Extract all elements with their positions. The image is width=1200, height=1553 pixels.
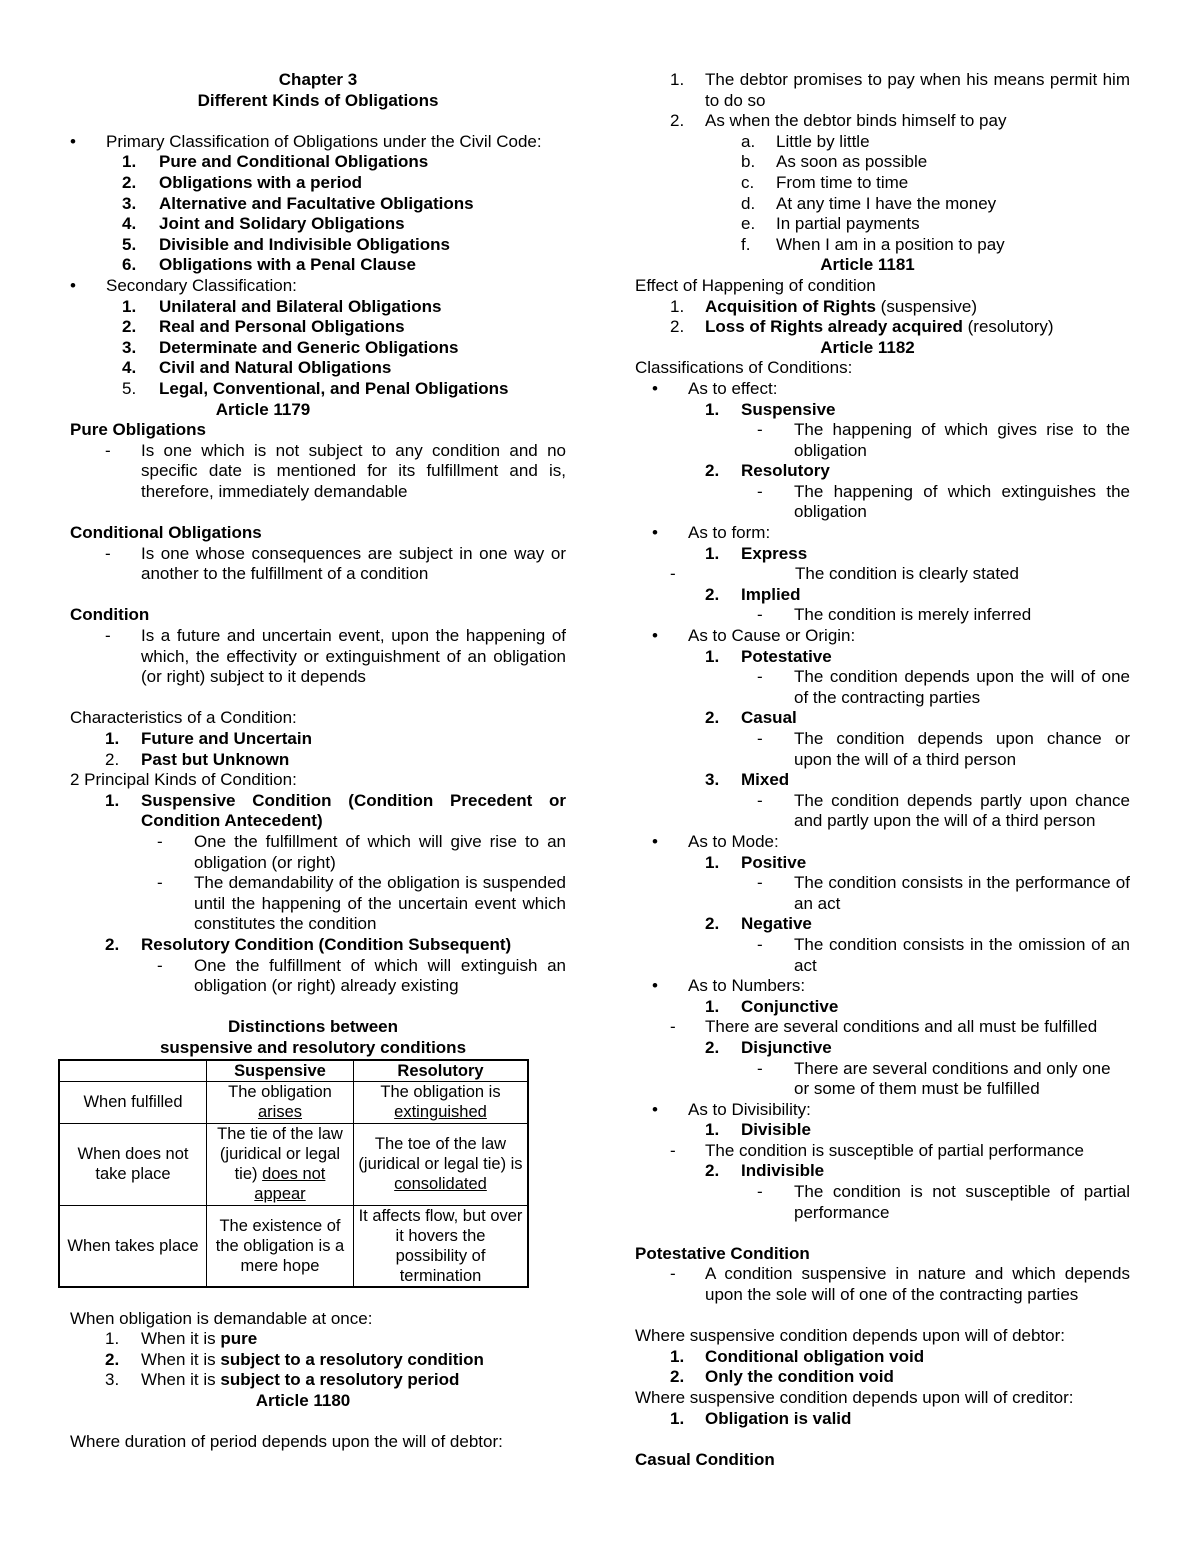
debtor-will-label: Where suspensive condition depends upon will of debtor:: [635, 1326, 1065, 1346]
classifications-label: Classifications of Conditions:: [635, 358, 853, 378]
table-cell: When takes place: [59, 1205, 207, 1287]
list-item: Unilateral and Bilateral Obligations: [159, 296, 442, 316]
table-cell: When does not take place: [59, 1123, 207, 1205]
effect-label: Effect of Happening of condition: [635, 275, 876, 295]
table-cell: When fulfilled: [59, 1081, 207, 1123]
resolutory-condition-kind: Resolutory Condition (Condition Subsequent): [141, 934, 512, 954]
condition-heading: Condition: [70, 605, 150, 625]
bullet-icon: [652, 523, 688, 544]
table-cell: It affects flow, but over it hovers the possibility of termination: [354, 1205, 529, 1287]
bullet-icon: [652, 832, 688, 853]
bullet-icon: [652, 1100, 688, 1121]
characteristics-label: Characteristics of a Condition:: [70, 708, 297, 728]
article-1179-heading: Article 1179: [215, 399, 311, 419]
right-column: 1. The debtor promises to pay when his means permit him to do so 2. As when the debtor binds himself to pay a. Little by little b. As soon as possible c. From time to time d. At any time I have the money e. In partial payments f. When I am in a position to pay Article 1181 Effect of Happening of condition 1. Acquisition of Rights (suspensive) 2. Loss of Rights already acquired (resolutory) Article 1182 Classifications of Conditions: • As to effect: 1. Suspensive - The happening of which gives rise to the obligation 2. Resolutory - The happening of which extinguishes the obligation • As to form: 1. Express - The condition is clearly stated 2. Implied - The condition is merely inferred • As to Cause or Origin: 1. Potestative - The condition depends upon the will of one of the contracting parties 2. Casual - The condition depends upon chance or upon the will of a third person 3. Mixed - The condition depends partly upon chance and partly upon the will of a third person • As to Mode: 1. Positive - The condition consists in the performance of an act 2. Negative - The condition consists in the omission of an act • As to Numbers: 1. Conjunctive - There are several conditions and all must be fulfilled 2. Disjunctive - There are several conditions and only one or some of them must be fulfilled • As to Divisibility: 1. Divisible - The condition is susceptible of partial performance 2. Indivisible - The condition is not susceptible of partial performance Potestative Condition - A condition suspensive in nature and which depends upon the sole will of one of the contracting parties Where suspensive condition depends upon will of debtor: 1. Conditional obligation void 2. Only the condition void Where suspensive condition depends upon will of creditor: 1. Obligation is valid Casual Condition: [635, 70, 1130, 1470]
table-cell: The obligation is extinguished: [354, 1081, 529, 1123]
potestative-definition: A condition suspensive in nature and which depends upon the sole will of one of the contracting parties: [705, 1264, 1130, 1305]
list-item: Real and Personal Obligations: [159, 317, 405, 337]
casual-condition-heading: Casual Condition: [635, 1449, 775, 1469]
table-header: Resolutory: [354, 1060, 529, 1082]
list-item: From time to time: [776, 172, 909, 192]
list-item: Future and Uncertain: [141, 729, 312, 748]
table-subtitle: suspensive and resolutory conditions: [159, 1037, 467, 1057]
article-1181-heading: Article 1181: [820, 255, 915, 275]
list-item: Acquisition of Rights (suspensive): [705, 296, 978, 316]
list-item: When it is pure: [141, 1329, 258, 1349]
potestative-heading: Potestative Condition: [635, 1243, 810, 1263]
bullet-icon: [652, 379, 688, 400]
list-item: Determinate and Generic Obligations: [159, 337, 459, 357]
chapter-title: Different Kinds of Obligations: [197, 90, 439, 110]
table-cell: The obligation arises: [207, 1081, 354, 1123]
list-item: When it is subject to a resolutory condition: [141, 1349, 484, 1369]
list-item: Only the condition void: [705, 1367, 894, 1387]
list-item: Obligations with a period: [159, 172, 363, 192]
table-cell: The tie of the law (juridical or legal tie) does not appear: [207, 1123, 354, 1205]
pure-obligations-definition: Is one which is not subject to any condition and no specific date is mentioned for its fulfillment and is, therefore, immediately demandable: [141, 440, 566, 501]
list-item: Joint and Solidary Obligations: [159, 214, 405, 234]
list-item: One the fulfillment of which will give rise to an obligation (or right): [194, 831, 566, 872]
table-row: [59, 1205, 528, 1287]
bullet-icon: [70, 276, 106, 297]
creditor-will-label: Where suspensive condition depends upon will of creditor:: [635, 1388, 1074, 1407]
table-header: Suspensive: [207, 1060, 354, 1082]
bullet-icon: [652, 626, 688, 647]
primary-classification: • Primary Classification of Obligations under the Civil Code:: [70, 132, 566, 153]
conditional-obligations-definition: Is one whose consequences are subject in one way or another to the fulfillment of a condition: [141, 543, 566, 584]
list-item: Pure and Conditional Obligations: [159, 152, 429, 172]
principal-kinds-label: 2 Principal Kinds of Condition:: [70, 770, 297, 790]
bullet-icon: [652, 976, 688, 997]
list-item: At any time I have the money: [776, 193, 997, 213]
duration-label: Where duration of period depends upon the will of debtor:: [70, 1432, 503, 1452]
list-item: Conditional obligation void: [705, 1346, 925, 1366]
left-column: Chapter 3 Different Kinds of Obligations • Primary Classification of Obligations under the Civil Code: 1. Pure and Conditional Obligations 2. Obligations with a period 3. Alternative and Facultative Obligations 4. Joint and Solidary Obligations 5. Divisible and Indivisible Obligations 6. Obligations with a Penal Clause • Secondary Classification: 1. Unilateral and Bilateral Obligations 2. Real and Personal Obligations 3. Determinate and Generic Obligations 4. Civil and Natural Obligations 5. Legal, Conventional, and Penal Obligations Article 1179 Pure Obligations - Is one which is not subject to any condition and no specific date is mentioned for its fulfillment and is, therefore, immediately demandable Conditional Obligations - Is one whose consequences are subject in one way or another to the fulfillment of a condition Condition - Is a future and uncertain event, upon the happening of which, the effectivity or extinguishment of an obligation (or right) subject to it depends Characteristics of a Condition: 1. Future and Uncertain 2. Past but Unknown 2 Principal Kinds of Condition: 1. Suspensive Condition (Condition Precedent or Condition Antecedent) - One the fulfillment of which will give rise to an obligation (or right) - The demandability of the obligation is suspended until the happening of the uncertain event which constitutes the condition 2. Resolutory Condition (Condition Subsequent) - One the fulfillment of which will extinguish an obligation (or right) already existing Distinctions between suspensive and resolutory conditions Suspensive Resolutory When fulfilled The obligation arises The obligation is extinguished When does not take place The tie of the law (juridical or legal tie) does not appear The toe of the law (juridical or legal tie) is consolidated When takes place The existence of the obligation is a mere hope It affects flow, but over it hovers the possibility of termination When obligation is demandable at once: 1. When it is pure 2. When it is subject to a resolutory condition 3. When it is subject to a resolutory period Article 1180 Where duration of period depends upon the will of debtor:: [70, 70, 566, 1453]
demandable-label: When obligation is demandable at once:: [70, 1308, 373, 1328]
list-item: As when the debtor binds himself to pay: [705, 111, 1007, 131]
list-item: In partial payments: [776, 214, 920, 234]
list-item: Past but Unknown: [141, 749, 290, 769]
list-item: Alternative and Facultative Obligations: [159, 193, 474, 213]
primary-list: 1. Pure and Conditional Obligations 2. Obligations with a period 3. Alternative and Facultative Obligations 4. Joint and Solidary Obligations 5. Divisible and Indivisible Obligations 6. Obligations with a Penal Clause: [70, 152, 566, 276]
list-item: As soon as possible: [776, 152, 928, 172]
secondary-classification: • Secondary Classification:: [70, 276, 566, 297]
distinctions-table: [58, 1059, 529, 1289]
list-item: When I am in a position to pay: [776, 234, 1005, 254]
list-item: The demandability of the obligation is suspended until the happening of the uncertain event which constitutes the condition: [194, 873, 566, 934]
table-row: [59, 1081, 528, 1123]
condition-definition: Is a future and uncertain event, upon the happening of which, the effectivity or extinguishment of an obligation (or right) subject to it depends: [141, 626, 566, 687]
secondary-list: 1. Unilateral and Bilateral Obligations 2. Real and Personal Obligations 3. Determinate and Generic Obligations 4. Civil and Natural Obligations 5. Legal, Conventional, and Penal Obligations: [70, 297, 566, 400]
list-item: Obligations with a Penal Clause: [159, 255, 416, 275]
list-item: Divisible and Indivisible Obligations: [159, 234, 450, 254]
list-item: The debtor promises to pay when his means permit him to do so: [705, 70, 1130, 110]
list-item: Loss of Rights already acquired (resolutory): [705, 317, 1054, 337]
table-row: [59, 1123, 528, 1205]
suspensive-condition-kind: Suspensive Condition (Condition Precedent or Condition Antecedent): [141, 790, 566, 831]
article-1180-heading: Article 1180: [255, 1390, 351, 1410]
table-title: Distinctions between: [227, 1017, 399, 1037]
chapter-number: Chapter 3: [278, 70, 358, 89]
list-item: Civil and Natural Obligations: [159, 358, 392, 378]
list-item: Little by little: [776, 131, 870, 151]
article-1182-heading: Article 1182: [820, 337, 915, 357]
table-cell: The existence of the obligation is a mere hope: [207, 1205, 354, 1287]
list-item: Obligation is valid: [705, 1408, 852, 1428]
list-item: When it is subject to a resolutory period: [141, 1370, 460, 1390]
list-item: One the fulfillment of which will extinguish an obligation (or right) already existing: [194, 955, 566, 996]
pure-obligations-heading: Pure Obligations: [70, 420, 207, 440]
list-item: Legal, Conventional, and Penal Obligations: [159, 378, 509, 398]
conditional-obligations-heading: Conditional Obligations: [70, 523, 262, 543]
bullet-icon: [70, 132, 106, 153]
table-cell: The toe of the law (juridical or legal tie) is consolidated: [354, 1123, 529, 1205]
